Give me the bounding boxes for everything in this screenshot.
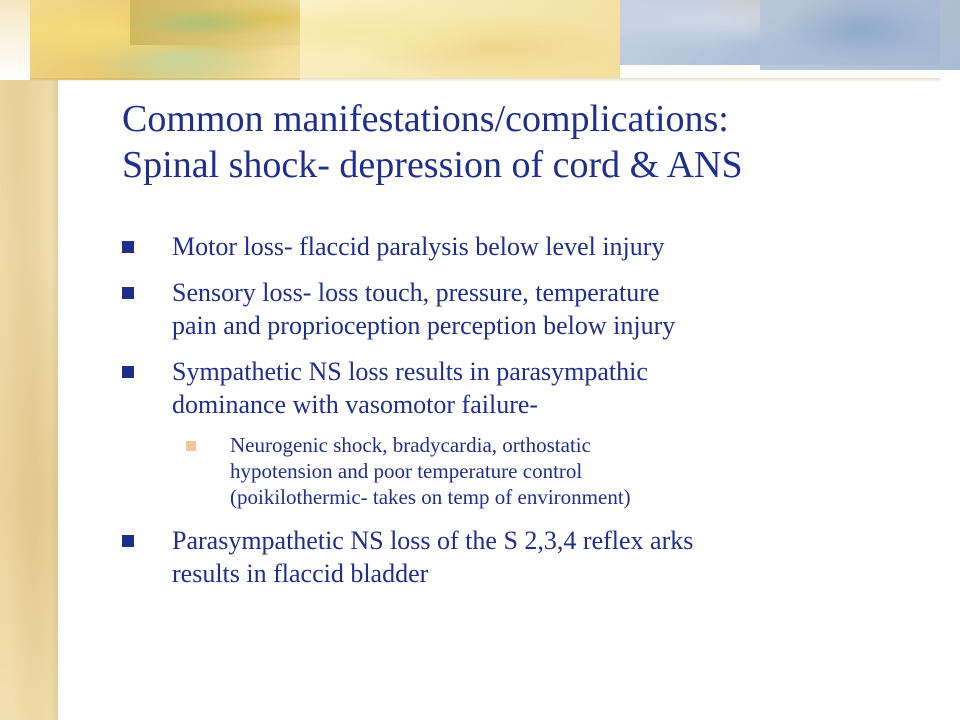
slide-body [120,230,920,603]
bullet-item [120,230,920,263]
square-bullet-icon [122,535,134,547]
leaf-collage-tile [760,0,960,70]
bullet-text: Motor loss- flaccid paralysis below level injury [172,232,665,261]
bullet-text: Sympathetic NS loss results in parasympathic [172,357,648,386]
bullet-item [120,276,920,342]
slide-title [122,96,942,188]
bullet-text: dominance with vasomotor failure- [172,390,539,419]
square-bullet-icon [186,441,196,451]
title-line: Spinal shock- depression of cord & ANS [122,144,743,186]
bullet-text: Parasympathetic NS loss of the S 2,3,4 reflex arks [172,526,694,555]
sub-bullet-item [120,432,920,510]
sub-bullet-text: hypotension and poor temperature control [230,459,583,483]
square-bullet-icon [122,366,134,378]
leaf-collage-tile [130,0,300,45]
title-line: Common manifestations/complications: [122,98,729,140]
banner-shadow [30,78,940,82]
bullet-text: results in flaccid bladder [172,559,429,588]
square-bullet-icon [122,287,134,299]
top-decorative-banner [0,0,960,80]
square-bullet-icon [122,241,134,253]
sub-bullet-text: (poikilothermic- takes on temp of environment) [230,485,631,509]
sub-bullet-text: Neurogenic shock, bradycardia, orthostatic [230,433,591,457]
leaf-collage-tile [300,0,620,78]
left-decorative-band [0,0,58,720]
bullet-item [120,355,920,421]
bullet-item [120,524,920,590]
bullet-text: pain and proprioception perception below injury [172,311,676,340]
bullet-text: Sensory loss- loss touch, pressure, temperature [172,278,660,307]
